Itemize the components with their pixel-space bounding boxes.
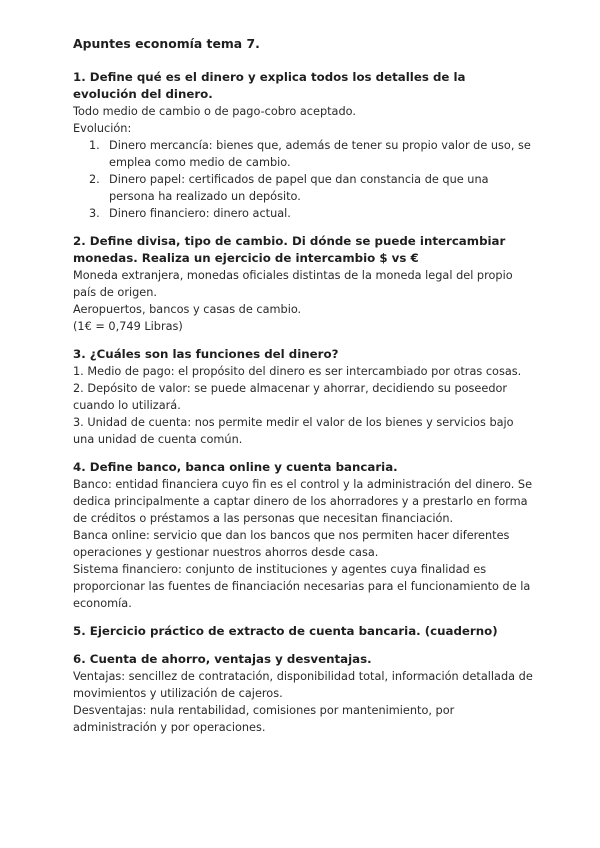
list-number: 2.: [89, 173, 100, 186]
list-text: Dinero mercancía: bienes que, además de tener su propio valor de uso, se emplea como medio de cambio.: [109, 139, 531, 169]
document-body: [73, 36, 533, 736]
section-text: Banco: entidad financiera cuyo fin es el control y la administración del dinero. Se dedica principalmente a captar dinero de los ahorradores y a prestarlo en forma de créditos o préstamos a las personas que necesitan financiación.: [73, 478, 533, 525]
section-text: Todo medio de cambio o de pago-cobro aceptado.: [73, 105, 356, 118]
list-item: [73, 205, 533, 222]
section-text: Desventajas: nula rentabilidad, comisiones por mantenimiento, por administración y por operaciones.: [73, 704, 455, 734]
section-text: Banca online: servicio que dan los bancos que nos permiten hacer diferentes operaciones y gestionar nuestros ahorros desde casa.: [73, 529, 510, 559]
section-question: 5. Ejercicio práctico de extracto de cuenta bancaria. (cuaderno): [73, 624, 498, 638]
section-question: 6. Cuenta de ahorro, ventajas y desventajas.: [73, 652, 372, 666]
section-3: [73, 346, 533, 448]
section-question: 1. Define qué es el dinero y explica todos los detalles de la evolución del dinero.: [73, 70, 466, 101]
list-number: 1.: [89, 139, 100, 152]
section-text: Ventajas: sencillez de contratación, disponibilidad total, información detallada de movimientos y utilización de cajeros.: [73, 670, 533, 700]
section-1: [73, 69, 533, 222]
document-title: Apuntes economía tema 7.: [73, 36, 260, 51]
section-question: 3. ¿Cuáles son las funciones del dinero?: [73, 347, 339, 361]
section-5: [73, 623, 533, 640]
list-text: Dinero papel: certificados de papel que dan constancia de que una persona ha realizado un depósito.: [109, 173, 489, 203]
list-item: [73, 171, 533, 205]
section-text: 1. Medio de pago: el propósito del dinero es ser intercambiado por otras cosas.: [73, 365, 522, 378]
section-4: [73, 459, 533, 612]
list-text: Dinero financiero: dinero actual.: [109, 207, 291, 220]
section-question: 2. Define divisa, tipo de cambio. Di dónde se puede intercambiar monedas. Realiza un ejercicio de intercambio $ vs €: [73, 234, 506, 265]
section-text: Aeropuertos, bancos y casas de cambio.: [73, 303, 302, 316]
section-6: [73, 651, 533, 736]
section-text: Moneda extranjera, monedas oficiales distintas de la moneda legal del propio país de origen.: [73, 269, 513, 299]
section-text: (1€ = 0,749 Libras): [73, 320, 183, 333]
evolution-list: [73, 137, 533, 222]
list-item: [73, 137, 533, 171]
section-text: 2. Depósito de valor: se puede almacenar y ahorrar, decidiendo su poseedor cuando lo utilizará.: [73, 382, 508, 412]
section-question: 4. Define banco, banca online y cuenta bancaria.: [73, 460, 398, 474]
section-text: Evolución:: [73, 122, 132, 135]
section-2: [73, 233, 533, 335]
section-text: Sistema financiero: conjunto de instituciones y agentes cuya finalidad es proporcionar las fuentes de financiación necesarias para el funcionamiento de la economía.: [73, 563, 531, 610]
list-number: 3.: [89, 207, 100, 220]
section-text: 3. Unidad de cuenta: nos permite medir el valor de los bienes y servicios bajo una unidad de cuenta común.: [73, 416, 514, 446]
